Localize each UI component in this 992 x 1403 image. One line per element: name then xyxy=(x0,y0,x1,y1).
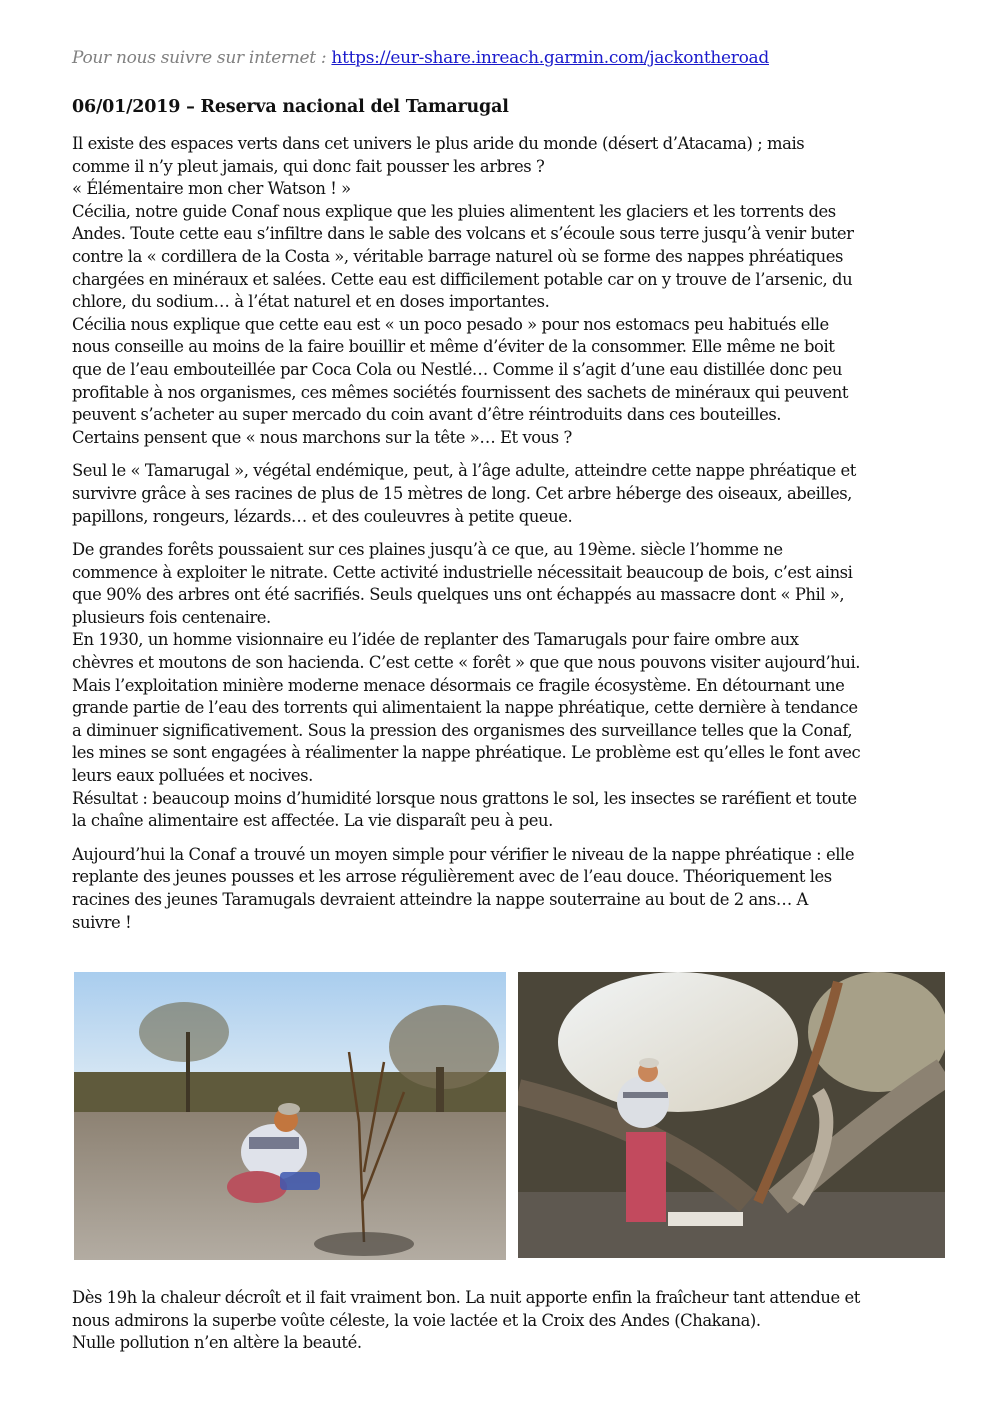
photo-phil-tamarugo-tree xyxy=(518,972,945,1258)
follow-link[interactable]: https://eur-share.inreach.garmin.com/jackontheroad xyxy=(331,48,769,68)
text-line: suivre ! xyxy=(72,912,132,932)
text-line: chèvres et moutons de son hacienda. C’est cette « forêt » que que nous pouvons visiter aujourd’hui. xyxy=(72,653,861,673)
photo-image xyxy=(518,972,945,1258)
text-line: Aujourd’hui la Conaf a trouvé un moyen simple pour vérifier le niveau de la nappe phréatique : elle xyxy=(72,844,855,864)
text-line: grande partie de l’eau des torrents qui alimentaient la nappe phréatique, cette dernière à tendance xyxy=(72,698,858,718)
photo-watering-young-tamarugo xyxy=(74,972,506,1260)
text-line: papillons, rongeurs, lézards… et des couleuvres à petite queue. xyxy=(72,506,573,526)
text-line: contre la « cordillera de la Costa », véritable barrage naturel où se forme des nappes phréatiques xyxy=(72,246,843,266)
paragraph-1 xyxy=(72,133,952,449)
text-line: que de l’eau embouteillée par Coca Cola ou Nestlé… Comme il s’agit d’une eau distillée donc peu xyxy=(72,359,842,379)
text-line: Nulle pollution n’en altère la beauté. xyxy=(72,1333,362,1353)
text-line: survivre grâce à ses racines de plus de 15 mètres de long. Cet arbre héberge des oiseaux, abeilles, xyxy=(72,483,852,503)
text-line: les mines se sont engagées à réalimenter la nappe phréatique. Le problème est qu’elles le font avec xyxy=(72,743,861,763)
text-line: Cécilia nous explique que cette eau est « un poco pesado » pour nos estomacs peu habitués elle xyxy=(72,314,829,334)
text-line: Résultat : beaucoup moins d’humidité lorsque nous grattons le sol, les insectes se raréfient et toute xyxy=(72,788,857,808)
follow-label: Pour nous suivre sur internet : xyxy=(72,48,332,68)
closing-paragraph xyxy=(72,1287,952,1355)
paragraph-3 xyxy=(72,539,952,833)
text-line: chargées en minéraux et salées. Cette eau est difficilement potable car on y trouve de l’arsenic, du xyxy=(72,269,853,289)
photo-row xyxy=(74,972,946,1260)
paragraph-2 xyxy=(72,460,952,528)
paragraph-closing xyxy=(72,1287,952,1355)
text-line: chlore, du sodium… à l’état naturel et en doses importantes. xyxy=(72,292,550,312)
text-line: Il existe des espaces verts dans cet univers le plus aride du monde (désert d’Atacama) ; mais xyxy=(72,134,805,153)
text-line: la chaîne alimentaire est affectée. La vie disparaît peu à peu. xyxy=(72,811,553,831)
text-line: Mais l’exploitation minière moderne menace désormais ce fragile écosystème. En détournant une xyxy=(72,675,845,695)
text-line: commence à exploiter le nitrate. Cette activité industrielle nécessitait beaucoup de bois, c’est ainsi xyxy=(72,562,853,582)
text-line: nous conseille au moins de la faire bouillir et même d’éviter de la consommer. Elle même ne boit xyxy=(72,337,835,357)
text-line: profitable à nos organismes, ces mêmes sociétés fournissent des sachets de minéraux qui peuvent xyxy=(72,382,849,402)
text-line: que 90% des arbres ont été sacrifiés. Seuls quelques uns ont échappés au massacre dont « Phil », xyxy=(72,585,845,605)
text-line: De grandes forêts poussaient sur ces plaines jusqu’à ce que, au 19ème. siècle l’homme ne xyxy=(72,540,783,560)
document-body xyxy=(72,46,952,934)
text-line: plusieurs fois centenaire. xyxy=(72,607,271,627)
text-line: Certains pensent que « nous marchons sur la tête »… Et vous ? xyxy=(72,427,572,447)
text-line: peuvent s’acheter au super mercado du coin avant d’être réintroduits dans ces bouteilles. xyxy=(72,405,782,425)
text-line: Andes. Toute cette eau s’infiltre dans le sable des volcans et s’écoule sous terre jusqu’à venir buter xyxy=(72,224,854,244)
article-title: 06/01/2019 – Reserva nacional del Tamarugal xyxy=(72,97,509,117)
follow-line xyxy=(72,46,952,70)
text-line: En 1930, un homme visionnaire eu l’idée de replanter des Tamarugals pour faire ombre aux xyxy=(72,630,799,650)
paragraph-4 xyxy=(72,844,952,934)
text-line: replante des jeunes pousses et les arrose régulièrement avec de l’eau douce. Théoriquement les xyxy=(72,867,832,887)
text-line: « Élémentaire mon cher Watson ! » xyxy=(72,179,351,199)
text-line: a diminuer significativement. Sous la pression des organismes des surveillance telles que la Conaf, xyxy=(72,720,853,740)
text-line: racines des jeunes Taramugals devraient atteindre la nappe souterraine au bout de 2 ans… A xyxy=(72,890,808,909)
text-line: nous admirons la superbe voûte céleste, la voie lactée et la Croix des Andes (Chakana). xyxy=(72,1310,761,1330)
text-line: comme il n’y pleut jamais, qui donc fait pousser les arbres ? xyxy=(72,156,545,176)
photo-image xyxy=(74,972,506,1260)
text-line: Cécilia, notre guide Conaf nous explique que les pluies alimentent les glaciers et les torrents des xyxy=(72,201,836,221)
text-line: Seul le « Tamarugal », végétal endémique, peut, à l’âge adulte, atteindre cette nappe phréatique et xyxy=(72,461,856,481)
text-line: Dès 19h la chaleur décroît et il fait vraiment bon. La nuit apporte enfin la fraîcheur tant attendue et xyxy=(72,1288,860,1307)
text-line: leurs eaux polluées et nocives. xyxy=(72,766,313,786)
